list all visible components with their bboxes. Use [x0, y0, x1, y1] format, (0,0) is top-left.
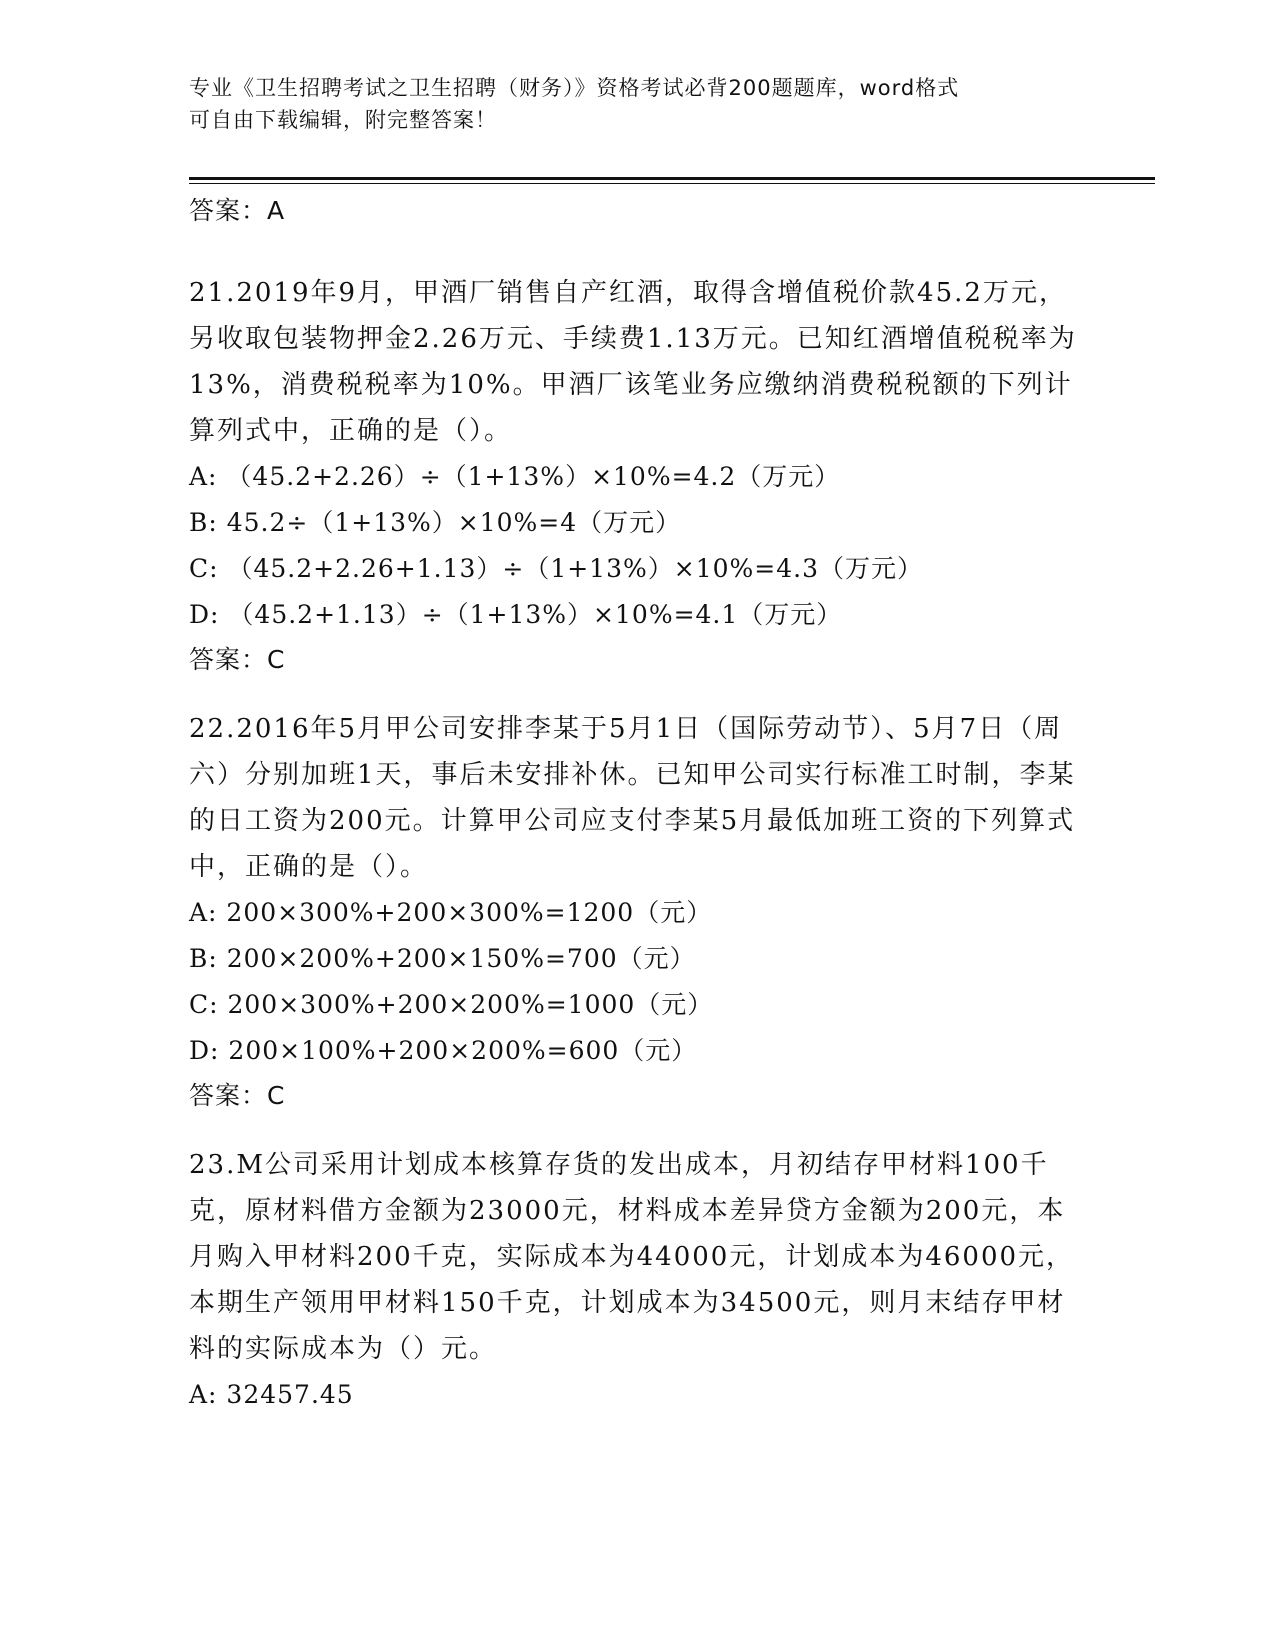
question-stem: 21.2019年9月，甲酒厂销售自产红酒，取得含增值税价款45.2万元，另收取包装物押金2.26万元、手续费1.13万元。已知红酒增值税税率为13%，消费税税率为10%。甲酒厂该笔业务应缴纳消费税税额的下列计算列式中，正确的是（）。 — [189, 278, 1077, 446]
answer-label: 答案：A — [189, 196, 286, 225]
option-a: A: 200×300%+200×300%=1200（元） — [189, 898, 713, 927]
option-b: B: 200×200%+200×150%=700（元） — [189, 944, 696, 973]
header-line-2: 可自由下载编辑，附完整答案！ — [189, 108, 497, 132]
option-c: C: （45.2+2.26+1.13）÷（1+13%）×10%=4.3（万元） — [189, 554, 923, 583]
question-stem: 23.M公司采用计划成本核算存货的发出成本，月初结存甲材料100千克，原材料借方金额为23000元，材料成本差异贷方金额为200元，本月购入甲材料200千克，实际成本为44000元，计划成本为46000元，本期生产领用甲材料150千克，计划成本为34500元，则月末结存甲材料的实际成本为（）元。 — [189, 1150, 1075, 1364]
header-divider-thin — [189, 183, 1155, 184]
option-a: A: 32457.45 — [189, 1380, 354, 1409]
document-header — [189, 72, 1089, 136]
option-c: C: 200×300%+200×200%=1000（元） — [189, 990, 714, 1019]
question-22 — [189, 706, 1089, 1113]
answer-label: 答案：C — [189, 1081, 286, 1110]
previous-answer-block — [189, 194, 1089, 228]
header-line-1: 专业《卫生招聘考试之卫生招聘（财务）》资格考试必背200题题库，word格式 — [189, 76, 960, 100]
answer-label: 答案：C — [189, 645, 286, 674]
question-21 — [189, 270, 1089, 677]
option-b: B: 45.2÷（1+13%）×10%=4（万元） — [189, 508, 682, 537]
question-23 — [189, 1142, 1089, 1418]
header-divider-thick — [189, 177, 1155, 180]
option-d: D: 200×100%+200×200%=600（元） — [189, 1036, 698, 1065]
question-stem: 22.2016年5月甲公司安排李某于5月1日（国际劳动节）、5月7日（周六）分别加班1天，事后未安排补休。已知甲公司实行标准工时制，李某的日工资为200元。计算甲公司应支付李某5月最低加班工资的下列算式中，正确的是（）。 — [189, 714, 1076, 882]
option-d: D: （45.2+1.13）÷（1+13%）×10%=4.1（万元） — [189, 600, 843, 629]
option-a: A: （45.2+2.26）÷（1+13%）×10%=4.2（万元） — [189, 462, 841, 491]
